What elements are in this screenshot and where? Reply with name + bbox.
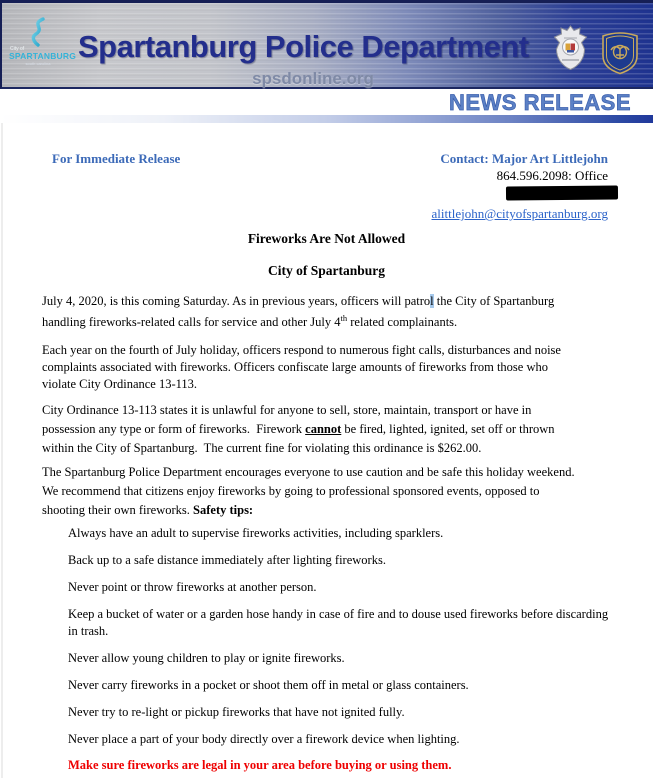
each-year-paragraph: Each year on the fourth of July holiday, officers respond to numerous fight calls, disturbances and noise complaints associated with fireworks. Officers confiscate large amounts of fireworks from those who violate City Ordinance 13-113. [42, 343, 561, 392]
contact-phone: 864.596.2098: Office [496, 168, 608, 183]
logo-swoosh-icon [25, 17, 51, 47]
safety-tip: Always have an adult to supervise fireworks activities, including sparklers. [68, 526, 444, 541]
website-text: spsdonline.org [252, 69, 374, 88]
page-edge [1, 123, 3, 778]
news-release-strip [0, 89, 653, 115]
logo-state: south carolina [25, 61, 51, 66]
ordinance-paragraph: City Ordinance 13-113 states it is unlawful for anyone to sell, store, maintain, transport or have in possession any type or form of fireworks. Firework cannot be fired, lighted, ignited, set off or thrown within the City of Spartanburg. The current fine for violating this ordinance is $262.00. [42, 403, 555, 456]
header-banner [0, 0, 653, 89]
news-release-label: NEWS RELEASE [448, 90, 631, 115]
caution-paragraph: The Spartanburg Police Department encourages everyone to use caution and be safe this holiday weekend. We recommend that citizens enjoy fireworks by going to professional sponsored events, opposed to shooting their own fireworks. Safety tips: [42, 465, 575, 518]
logo-name: SPARTANBURG [9, 51, 77, 61]
safety-tip: Back up to a safe distance immediately after lighting fireworks. [68, 553, 386, 568]
contact-email-link[interactable]: alittlejohn@cityofspartanburg.org [431, 206, 608, 221]
police-badge-icon [553, 25, 588, 71]
redacted-text [506, 186, 618, 201]
logo-city-of: City of [10, 46, 25, 52]
body-blocks [42, 293, 642, 774]
safety-tip: Never carry fireworks in a pocket or shoot them off in metal or glass containers. [68, 678, 469, 693]
redaction-row [432, 184, 608, 204]
contact-name: Contact: Major Art Littlejohn [440, 151, 608, 166]
safety-tip: Never place a part of your body directly over a firework device when lighting. [68, 732, 460, 747]
document-subtitle: City of Spartanburg [267, 263, 385, 278]
contact-column [432, 150, 608, 222]
for-immediate-release: For Immediate Release [52, 151, 181, 166]
safety-tip: Never try to re-light or pickup fireworks that have not ignited fully. [68, 705, 405, 720]
safety-tip: Keep a bucket of water or a garden hose handy in case of fire and to douse used fireworks before discarding in trash. [68, 607, 609, 639]
document-title: Fireworks Are Not Allowed [247, 231, 406, 246]
divider-gradient-bar [0, 115, 653, 123]
safety-tip: Never point or throw fireworks at another person. [68, 580, 317, 595]
safety-tip: Never allow young children to play or ignite fireworks. [68, 651, 345, 666]
department-title: Spartanburg Police Department [78, 29, 529, 64]
city-logo [9, 17, 77, 66]
intro-paragraph: July 4, 2020, is this coming Saturday. As in previous years, officers will patrol the City of Spartanburg handling fireworks-related calls for service and other July 4th related complainants. [42, 294, 555, 330]
contact-email-line [432, 205, 608, 222]
department-patch-icon [600, 29, 640, 75]
legal-warning: Make sure fireworks are legal in your area before buying or using them. [68, 758, 452, 773]
